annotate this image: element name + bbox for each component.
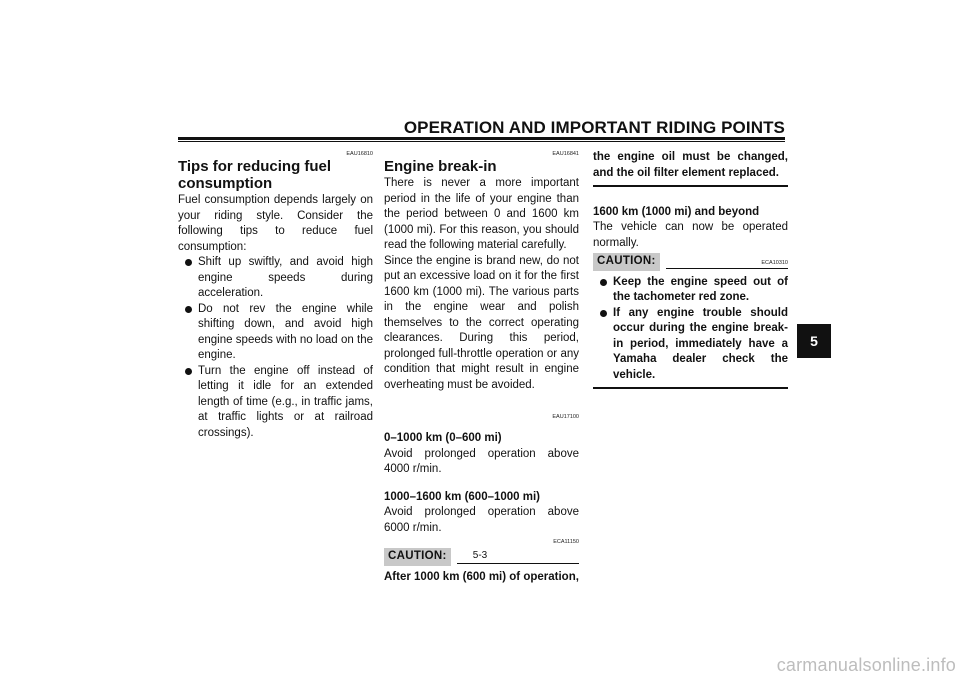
page-header-title: OPERATION AND IMPORTANT RIDING POINTS	[403, 118, 785, 137]
caution-rule	[666, 268, 788, 269]
section-heading-break-in: Engine break-in	[384, 158, 497, 175]
text-1600-beyond: The vehicle can now be operated normally.	[593, 221, 788, 249]
bullet-icon	[185, 306, 192, 313]
bullet-icon	[185, 368, 192, 375]
header-rule	[178, 137, 785, 140]
bullet-icon	[600, 279, 607, 286]
chapter-tab: 5	[797, 324, 831, 358]
caution-rule	[457, 563, 579, 564]
break-in-para-2: Since the engine is brand new, do not put an excessive load on it for the first 1600 km (1000 mi). The various parts in the engine wear and polish themselves to the correct operating clearances. During this period, prolonged full-throttle operation or any condition that might result in engine overheating must be avoided.	[384, 254, 579, 391]
caution-continued: the engine oil must be changed, and the oil filter element replaced.	[593, 151, 788, 179]
caution-code: ECA10310	[761, 259, 788, 266]
list-item	[178, 302, 373, 364]
column-break-in-continued	[593, 150, 788, 389]
list-item-text: Shift up swiftly, and avoid high engine speeds during acceleration.	[198, 256, 373, 299]
text-0-1000: Avoid prolonged operation above 4000 r/min.	[384, 447, 579, 475]
section-code: EAU17100	[552, 414, 579, 420]
list-item-text: If any engine trouble should occur during the engine break-in period, immediately have a Yamaha dealer check the vehicle.	[613, 306, 788, 381]
list-item-text: Turn the engine off instead of letting it idle for an extended length of time (e.g., in traffic jams, at traffic lights or at railroad crossings).	[198, 364, 373, 439]
caution-label: CAUTION:	[593, 253, 660, 271]
subheading-1000-1600: 1000–1600 km (600–1000 mi)	[384, 490, 541, 503]
subheading-0-1000: 0–1000 km (0–600 mi)	[384, 432, 502, 444]
bullet-icon	[185, 259, 192, 266]
list-item	[178, 364, 373, 442]
break-in-para-1: There is never a more important period in the life of your engine than the period between 0 and 1600 km (1000 mi). For this reason, you should read the following material carefully.	[384, 177, 579, 251]
page-number: 5-3	[472, 550, 488, 561]
section-heading-fuel: Tips for reducing fuel consumption	[178, 158, 332, 192]
list-item	[593, 306, 788, 384]
list-item	[178, 255, 373, 302]
bullet-icon	[600, 310, 607, 317]
caution-end-rule	[593, 387, 788, 389]
list-item-text: Do not rev the engine while shifting down, and avoid high engine speeds with no load on the engine.	[198, 302, 373, 361]
column-fuel-tips	[178, 150, 373, 441]
watermark: carmanualsonline.info	[776, 655, 956, 675]
section-code: EAU16841	[552, 151, 579, 157]
fuel-tips-list	[178, 255, 373, 441]
caution-label: CAUTION:	[384, 548, 451, 566]
caution-code: ECA11150	[553, 539, 579, 545]
list-item-text: Keep the engine speed out of the tachometer red zone.	[613, 275, 788, 303]
subheading-1600-beyond: 1600 km (1000 mi) and beyond	[593, 205, 760, 218]
column-break-in	[384, 150, 579, 585]
caution-list	[593, 275, 788, 384]
caution-text: After 1000 km (600 mi) of operation,	[384, 570, 579, 583]
fuel-intro: Fuel consumption depends largely on your riding style. Consider the following tips to reduce fuel consumption:	[178, 194, 373, 253]
list-item	[593, 275, 788, 306]
header-rule-thin	[178, 141, 785, 142]
text-1000-1600: Avoid prolonged operation above 6000 r/min.	[384, 506, 579, 534]
section-code: EAU16810	[346, 151, 373, 157]
